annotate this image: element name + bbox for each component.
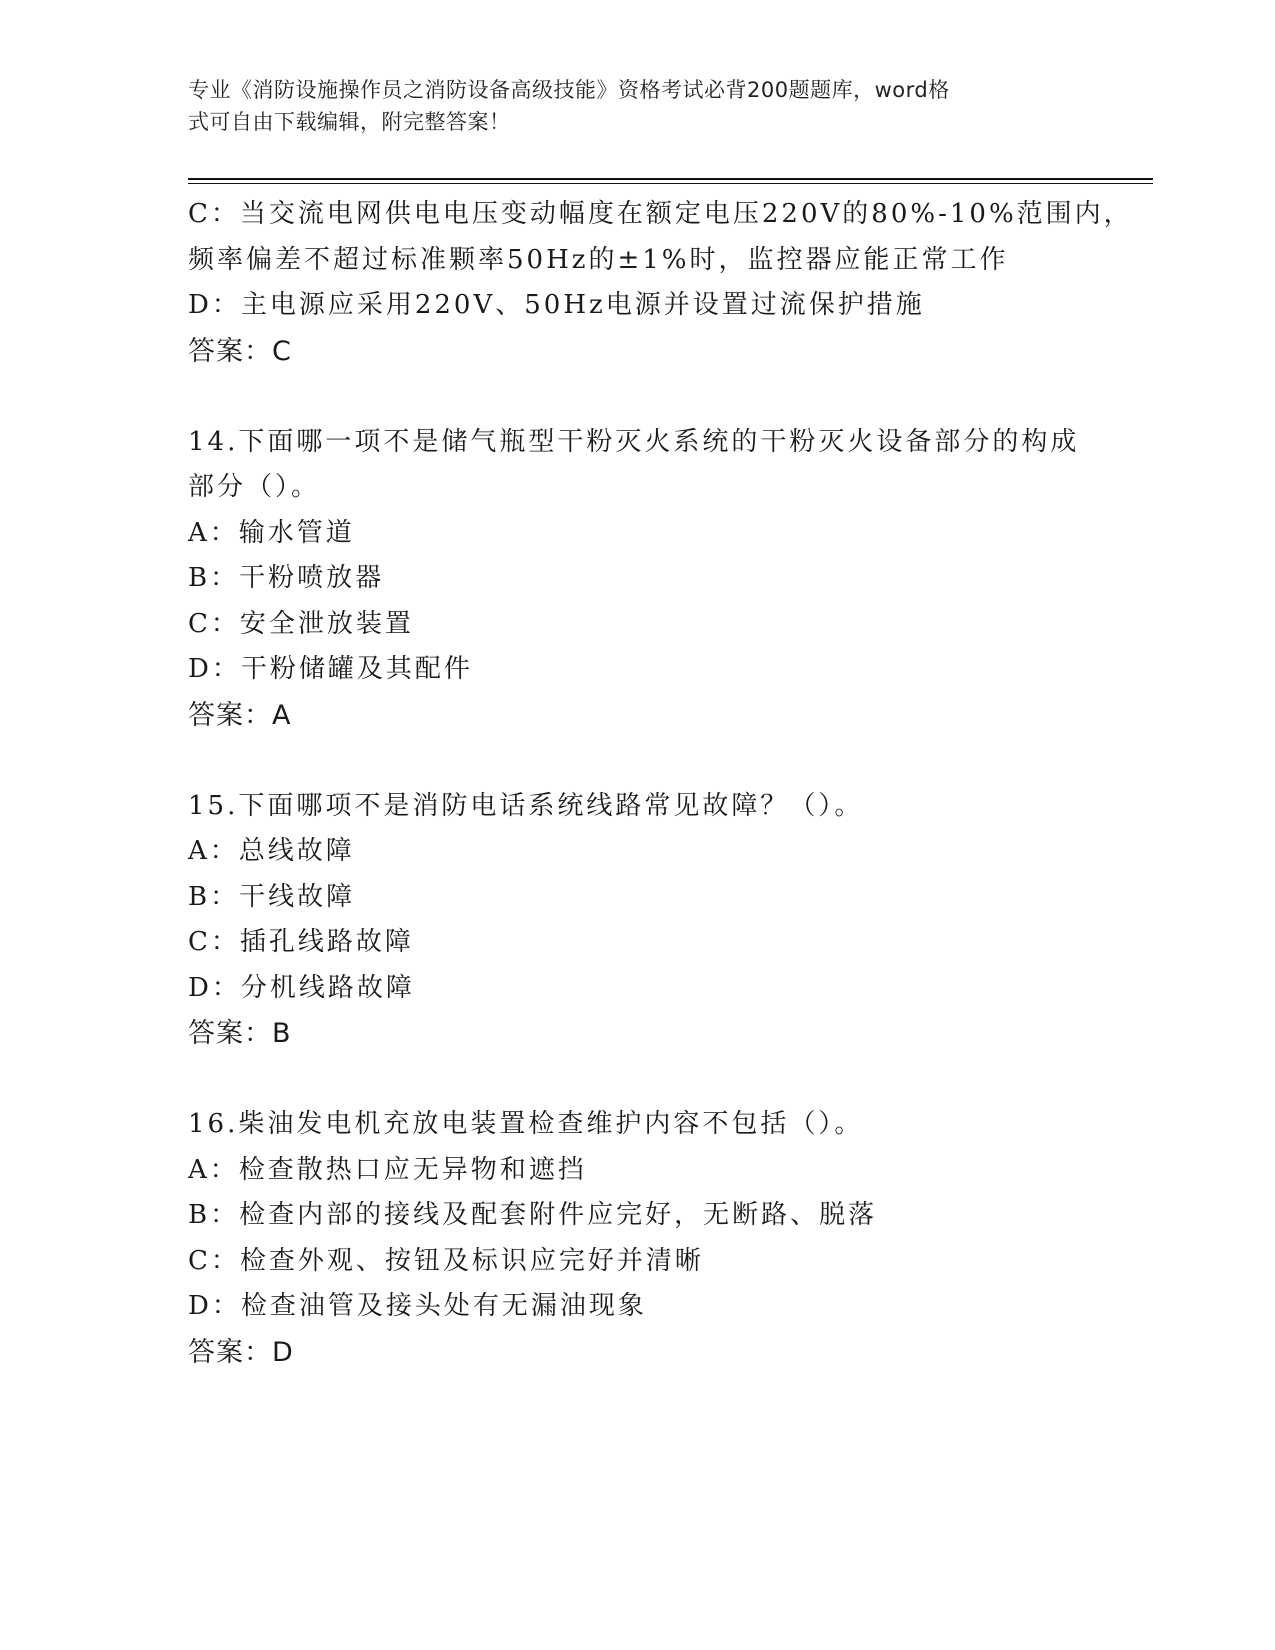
option-b: B：干粉喷放器: [188, 563, 385, 593]
option-c-line2: 频率偏差不超过标准颗率50Hz的±1%时，监控器应能正常工作: [188, 244, 1009, 275]
option-d: D：分机线路故障: [188, 972, 415, 1003]
option-c: C：检查外观、按钮及标识应完好并清晰: [188, 1245, 704, 1276]
spacer: [188, 1057, 1088, 1103]
header-divider-thin: [188, 183, 1153, 184]
header-title-line1: 专业《消防设施操作员之消防设备高级技能》资格考试必背200题题库，word格: [188, 78, 950, 102]
question-text-line1: 15.下面哪项不是消防电话系统线路常见故障？（）。: [188, 790, 864, 821]
option-a: A：总线故障: [188, 836, 355, 866]
answer-line: 答案：D: [188, 1336, 294, 1368]
answer-line: 答案：B: [188, 1018, 292, 1049]
spacer: [188, 738, 1088, 784]
question-text-line2: 部分（）。: [188, 472, 321, 502]
option-d: D：干粉储罐及其配件: [188, 654, 473, 684]
question-16: [188, 1102, 1088, 1375]
question-text-line1: 14.下面哪一项不是储气瓶型干粉灭火系统的干粉灭火设备部分的构成: [188, 426, 1080, 457]
page-header: [188, 74, 1068, 138]
answer-line: 答案：C: [188, 335, 292, 367]
header-divider-thick: [188, 178, 1153, 180]
question-content: [188, 192, 1133, 1375]
option-c-line1: C：当交流电网供电电压变动幅度在额定电压220V的80%-10%范围内，: [188, 199, 1133, 229]
option-d: D：主电源应采用220V、50Hz电源并设置过流保护措施: [188, 290, 925, 320]
header-title-line2: 式可自由下载编辑，附完整答案！: [188, 110, 511, 134]
option-c: C：安全泄放装置: [188, 608, 414, 639]
question-15: [188, 784, 1088, 1057]
question-14: [188, 420, 1088, 739]
answer-line: 答案：A: [188, 699, 292, 731]
continued-question: [188, 192, 1133, 374]
option-b: B：干线故障: [188, 881, 356, 912]
option-a: A：输水管道: [188, 517, 355, 548]
option-b: B：检查内部的接线及配套附件应完好，无断路、脱落: [188, 1200, 878, 1230]
question-text-line1: 16.柴油发电机充放电装置检查维护内容不包括（）。: [188, 1109, 864, 1139]
spacer: [188, 374, 1088, 420]
option-a: A：检查散热口应无异物和遮挡: [188, 1154, 587, 1185]
option-c: C：插孔线路故障: [188, 927, 414, 957]
option-d: D：检查油管及接头处有无漏油现象: [188, 1291, 647, 1321]
